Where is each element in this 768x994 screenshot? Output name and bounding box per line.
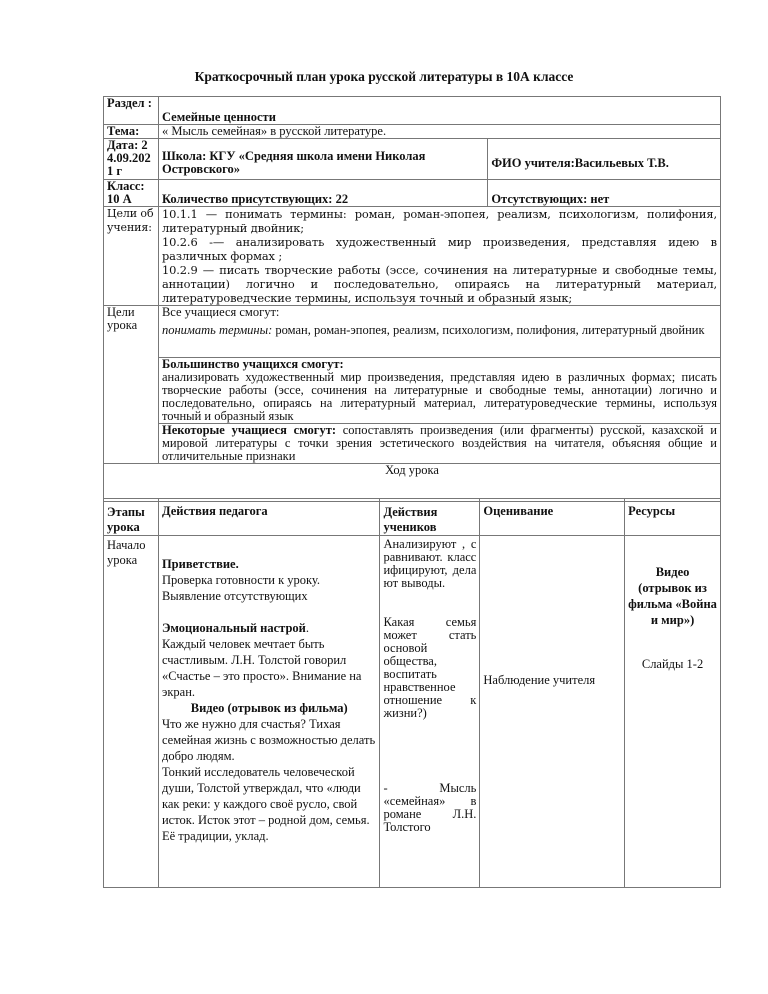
header-student-actions: Действия учеников: [380, 499, 480, 536]
document-title: Краткосрочный план урока русской литературы в 10А классе: [194, 69, 574, 84]
teacher-actions: Приветствие. Проверка готовности к уроку. Выявление отсутствующих Эмоциональный настрой. Каждый человек мечтает быть счастливым. Л.Н. Толстой говорил «Счастье – это просто». Внимание на экран. Видео (отрывок из фильма) Что же нужно для счастья? Тихая семейная жизнь с возможностью делать добро людям. Тонкий исследователь человеческой души, Толстой утверждал, что «люди как реки: у каждого своё русло, свой исток. Исток этот – родной дом, семья. Её традиции, уклад.: [158, 536, 380, 888]
video-heading: Видео (отрывок из фильма): [190, 701, 348, 715]
all-students-row: [104, 306, 721, 358]
most-students-heading: Большинство учащихся смогут:: [161, 357, 344, 371]
student-action: Анализируют , сравнивают. классифицируют, делают выводы.: [383, 537, 477, 590]
lesson-flow-heading: Ход урока: [104, 464, 721, 502]
header-resources: Ресурсы: [625, 499, 721, 536]
topic-label: Тема:: [104, 125, 159, 139]
topic-row: [104, 125, 721, 139]
most-students-text: анализировать художественный мир произведения, представляя идею в различных формах; писать творческие работы (эссе, сочинения на литературные и свободные темы, аннотации) логично и последовательно, опираясь на литературный материал, литературоведческие термины, используя точный и образный язык: [161, 370, 717, 423]
quote-text: Тонкий исследователь человеческой души, Толстой утверждал, что «люди как реки: у каждого своё русло, свой исток. Исток этот – родной дом, семья. Её традиции, уклад.: [161, 765, 370, 843]
all-students-text: роман, роман-эпопея, реализм, психологизм, полифония, литературный двойник: [272, 323, 705, 337]
class-label: Класс: 10 А: [104, 180, 159, 207]
some-students-heading: Некоторые учащиеся смогут:: [161, 423, 336, 437]
mood-text: Каждый человек мечтает быть счастливым. Л.Н. Толстой говорил «Счастье – это просто». Внимание на экран.: [161, 637, 362, 699]
greeting-line: Проверка готовности к уроку.: [161, 573, 321, 587]
mood-heading: Эмоциональный настрой: [161, 621, 306, 635]
greeting-heading: Приветствие.: [161, 557, 239, 571]
some-students-text: сопоставлять произведения (или фрагменты) русской, казахской и мировой литературы с точки зрения эстетического воздействия на читателя, объясняя общие и отличительные признаки: [161, 423, 717, 463]
some-students-row: [104, 424, 721, 464]
present-count: Количество присутствующих: 22: [158, 180, 487, 207]
most-students-row: [104, 358, 721, 424]
teacher-name: ФИО учителя:Васильевых Т.В.: [488, 139, 721, 180]
header-teacher-actions: Действия педагога: [158, 499, 380, 536]
lesson-goals-label: Цели урока: [104, 306, 159, 464]
school-name: Школа: КГУ «Средняя школа имени Николая Островского»: [158, 139, 487, 180]
assessment-cell: [480, 536, 625, 888]
topic-value: « Мысль семейная» в русской литературе.: [158, 125, 720, 139]
most-students-cell: [158, 358, 720, 424]
some-students-cell: [158, 424, 720, 464]
student-actions: [380, 536, 480, 888]
learning-goal: 10.2.9 — писать творческие работы (эссе, сочинения на литературные и свободные темы, аннотации) логично и последовательно, опираясь на литературный материал, литературоведческие термины, используя точный и образный язык;: [161, 263, 717, 305]
all-students-heading: Все учащиеся смогут:: [161, 305, 280, 319]
flow-header-row: [104, 499, 721, 536]
greeting-line: Выявление отсутствующих: [161, 589, 308, 603]
class-row: [104, 180, 721, 207]
learning-goals-row: [104, 207, 721, 306]
student-action: Какая семья может стать основой общества, воспитать нравственное отношение к жизни?): [383, 615, 477, 720]
video-text: Что же нужно для счастья? Тихая семейная жизнь с возможностью делать добро людям.: [161, 717, 376, 763]
section-row: [104, 97, 721, 125]
all-students-cell: [158, 306, 720, 358]
lesson-flow-table: [103, 498, 721, 888]
date-row: [104, 139, 721, 180]
stage-name: Начало урока: [104, 536, 159, 888]
date-label: Дата: 24.09.2021 г: [104, 139, 159, 180]
learning-goal: 10.1.1 — понимать термины: роман, роман-эпопея, реализм, психологизм, полифония, литературный двойник;: [161, 207, 717, 235]
section-label: Раздел :: [104, 97, 159, 125]
assessment-text: Наблюдение учителя: [483, 673, 596, 687]
resource-video: Видео (отрывок из фильма «Война и мир»): [628, 565, 717, 627]
absent-count: Отсутствующих: нет: [488, 180, 721, 207]
learning-goals: [158, 207, 720, 306]
header-assessment: Оценивание: [480, 499, 625, 536]
all-students-italic: понимать термины:: [161, 323, 273, 337]
learning-goals-label: Цели обучения:: [104, 207, 159, 306]
learning-goal: 10.2.6 -— анализировать художественный мир произведения, представляя идею в различных формах ;: [161, 235, 717, 263]
lesson-header-table: [103, 96, 721, 502]
flow-row-start: [104, 536, 721, 888]
header-stages: Этапы урока: [104, 499, 159, 536]
section-value: Семейные ценности: [158, 97, 720, 125]
resource-slides: Слайды 1-2: [641, 657, 704, 671]
student-action: - Мысль «семейная» в романе Л.Н. Толстого: [383, 781, 477, 834]
resources-cell: [625, 536, 721, 888]
lesson-flow-row: [104, 464, 721, 502]
